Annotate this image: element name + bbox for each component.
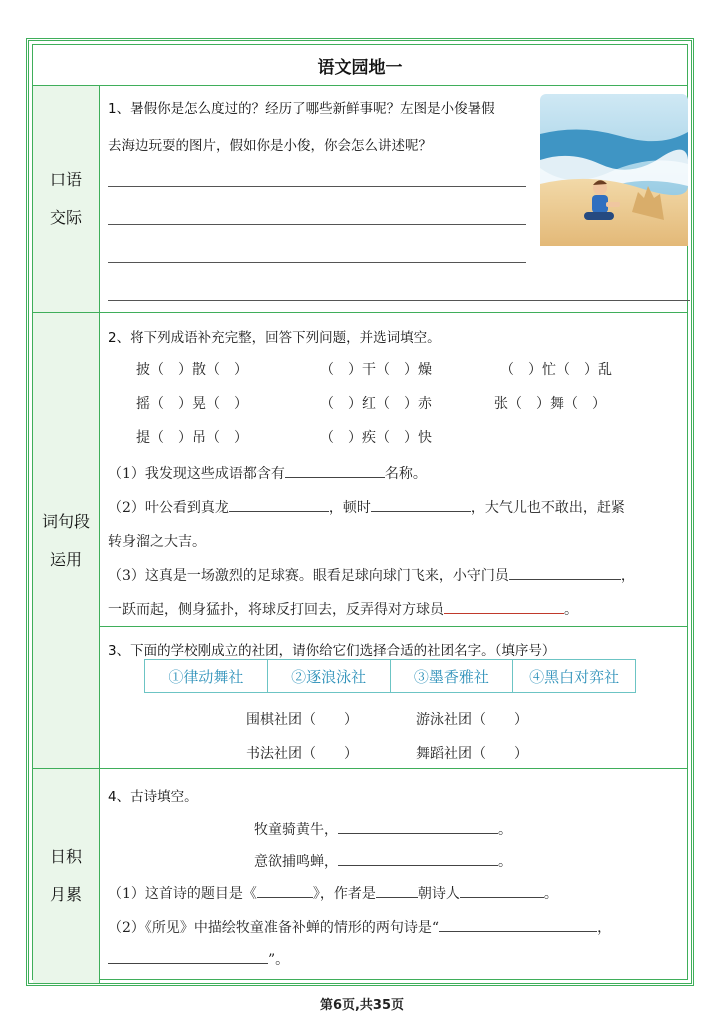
fill-blank[interactable]: [371, 497, 471, 512]
side-label: 口语: [49, 170, 82, 189]
club-subsection: [100, 626, 687, 769]
fill-blank[interactable]: [376, 883, 418, 898]
question-text: ，: [597, 920, 612, 936]
club-options: [144, 659, 636, 693]
poem-text: 。: [498, 854, 512, 870]
side-label: 月累: [49, 885, 82, 904]
question-text: （1）这首诗的题目是《: [108, 886, 257, 902]
sentence-text: （3）这真是一场激烈的足球赛。眼看足球向球门飞来，小守门员: [108, 568, 509, 584]
section-usage: [33, 313, 687, 769]
question-1-line-2: 去海边玩耍的图片，假如你是小俊，你会怎么讲述呢？: [108, 138, 432, 154]
poem-line-1: [254, 819, 512, 839]
poem-line-2: [254, 851, 512, 871]
answer-line[interactable]: [108, 224, 526, 225]
club-option: ④黑白对弈社: [529, 667, 620, 686]
club-question[interactable]: 游泳社团（ ）: [416, 712, 528, 728]
sentence-3-cont: [108, 599, 578, 619]
question-text: 》，作者是: [312, 886, 376, 902]
idiom-item: （ ）忙（ ）乱: [500, 362, 612, 378]
section-oral: [33, 86, 687, 313]
sentence-2: [108, 497, 625, 517]
section-label-usage: [33, 313, 100, 768]
idiom-item: 提（ ）吊（ ）: [136, 430, 248, 446]
club-option: ③墨香雅社: [391, 660, 514, 692]
poem-text: 。: [498, 822, 512, 838]
poem-question-1: [108, 883, 558, 903]
fill-blank[interactable]: [108, 949, 268, 964]
sentence-1: [108, 463, 427, 483]
page-title: 语文园地一: [33, 45, 687, 86]
fill-blank[interactable]: [444, 599, 564, 614]
question-1-line-1: 1、暑假你是怎么度过的？经历了哪些新鲜事呢？左图是小俊暑假: [108, 101, 495, 117]
idiom-item: 摇（ ）晃（ ）: [136, 396, 248, 412]
club-question[interactable]: 书法社团（ ）: [246, 746, 358, 762]
sentence-text: 。: [564, 602, 578, 618]
section-label-accum: [33, 769, 100, 983]
sentence-text: 一跃而起，侧身猛扑，将球反打回去，反弄得对方球员: [108, 602, 444, 618]
fill-blank[interactable]: [257, 883, 313, 898]
sentence-2-cont: 转身溜之大吉。: [108, 534, 206, 550]
poem-text: 意欲捕鸣蝉，: [254, 854, 338, 870]
club-option: ①律动舞社: [145, 660, 268, 692]
club-option: ②逐浪泳社: [268, 660, 391, 692]
question-2: 2、将下列成语补充完整，回答下列问题，并选词填空。: [108, 330, 441, 346]
sentence-text: 名称。: [384, 466, 427, 482]
side-label: 日积: [49, 847, 82, 866]
poem-text: 牧童骑黄牛，: [254, 822, 338, 838]
section-label-oral: [33, 86, 100, 312]
side-label: 词句段: [41, 511, 90, 531]
answer-line[interactable]: [108, 262, 526, 263]
idiom-item: （ ）干（ ）燥: [320, 362, 432, 378]
poem-question-2-cont: [108, 949, 289, 969]
section-content: [100, 313, 687, 768]
club-question[interactable]: 舞蹈社团（ ）: [416, 746, 528, 762]
sentence-3: [108, 565, 635, 585]
section-content: [100, 769, 687, 983]
worksheet-frame: [26, 38, 694, 986]
idiom-item: 张（ ）舞（ ）: [494, 396, 606, 412]
fill-blank[interactable]: [439, 917, 597, 932]
sentence-text: （1）我发现这些成语都含有: [108, 466, 285, 482]
idiom-item: 披（ ）散（ ）: [136, 362, 248, 378]
question-text: （2）《所见》中描绘牧童准备补蝉的情形的两句诗是“: [108, 920, 440, 936]
sentence-text: ，顿时: [328, 500, 371, 516]
sentence-text: （2）叶公看到真龙: [108, 500, 229, 516]
sentence-text: ，: [620, 568, 635, 584]
club-question[interactable]: 围棋社团（ ）: [246, 712, 358, 728]
fill-blank[interactable]: [460, 883, 544, 898]
question-text: 朝诗人: [417, 886, 460, 902]
fill-blank[interactable]: [229, 497, 329, 512]
side-label: 运用: [49, 549, 82, 569]
answer-line[interactable]: [108, 186, 526, 187]
question-text: 。: [543, 886, 558, 902]
fill-blank[interactable]: [338, 819, 498, 834]
question-text: ”。: [268, 952, 290, 968]
question-3: 3、下面的学校刚成立的社团，请你给它们选择合适的社团名字。（填序号）: [108, 643, 556, 659]
side-label: 交际: [49, 208, 82, 227]
idiom-item: （ ）红（ ）赤: [320, 396, 432, 412]
fill-blank[interactable]: [509, 565, 621, 580]
poem-question-2: [108, 917, 611, 937]
worksheet-table: [32, 44, 688, 980]
question-4: 4、古诗填空。: [108, 789, 198, 805]
beach-photo-image: [540, 94, 688, 246]
sentence-text: ，大气儿也不敢出，赶紧: [470, 500, 625, 516]
page-footer: 第6页,共35页: [319, 998, 405, 1013]
section-content: [100, 86, 687, 312]
idiom-item: （ ）疾（ ）快: [320, 430, 432, 446]
fill-blank[interactable]: [285, 463, 385, 478]
section-accum: [33, 769, 687, 983]
answer-line[interactable]: [108, 300, 690, 301]
fill-blank[interactable]: [338, 851, 498, 866]
